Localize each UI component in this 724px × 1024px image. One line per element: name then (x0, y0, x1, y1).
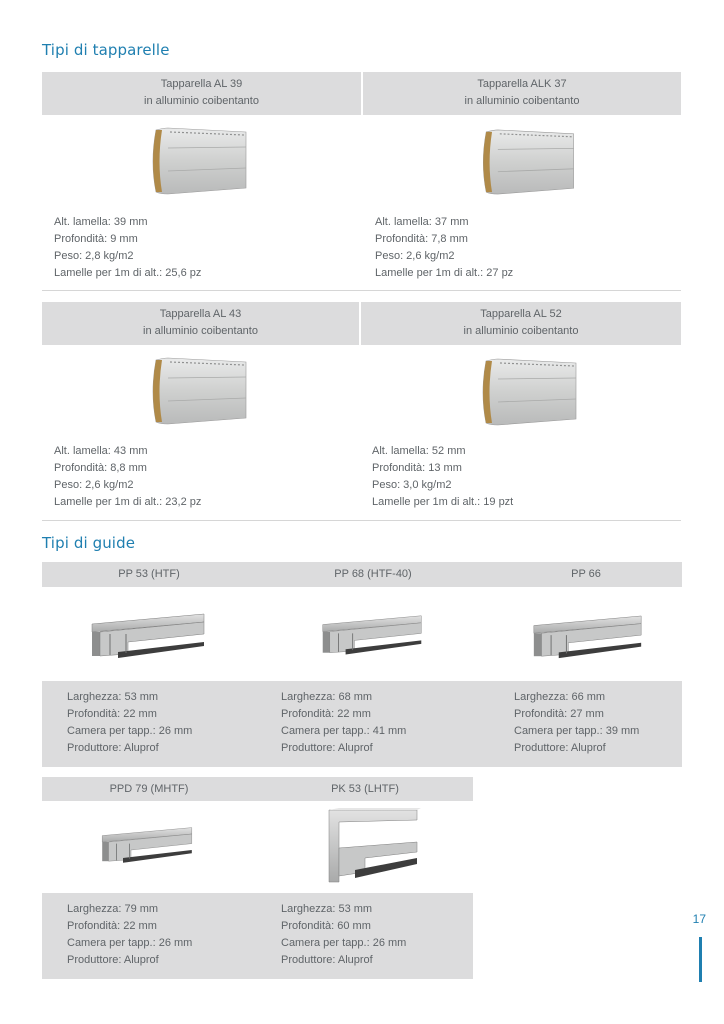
shutters-section-title: Tipi di tapparelle (42, 41, 170, 59)
shutter-name: Tapparella AL 43 (159, 308, 242, 320)
shutter-specs-al52 (372, 443, 513, 511)
spec-line: Profondità: 22 mm (281, 708, 371, 720)
spec-line: Profondità: 7,8 mm (375, 233, 468, 245)
spec-line: Peso: 2,6 kg/m2 (54, 479, 134, 491)
spec-line: Larghezza: 66 mm (514, 691, 606, 703)
spec-line: Produttore: Aluprof (67, 742, 159, 754)
shutter-subtitle: in alluminio coibentanto (464, 95, 580, 107)
spec-line: Profondità: 8,8 mm (54, 462, 147, 474)
shutter-header-al39 (42, 72, 361, 115)
spec-line: Profondità: 27 mm (514, 708, 604, 720)
guide-specs-pk53 (281, 901, 406, 969)
guides-section-title: Tipi di guide (42, 534, 136, 552)
shutter-subtitle: in alluminio coibentanto (143, 325, 258, 337)
spec-line: Profondità: 22 mm (67, 920, 157, 932)
spec-line: Profondità: 60 mm (281, 920, 371, 932)
guide-name: PPD 79 (MHTF) (109, 783, 189, 795)
spec-line: Peso: 3,0 kg/m2 (372, 479, 452, 491)
guide-rail-icon (312, 614, 432, 658)
shutter-header-al43 (42, 302, 359, 345)
shutter-header-al52 (361, 302, 681, 345)
shutter-name: Tapparella ALK 37 (477, 78, 567, 90)
spec-line: Camera per tapp.: 39 mm (514, 725, 640, 737)
spec-line: Camera per tapp.: 26 mm (67, 725, 193, 737)
shutter-specs-al43 (54, 443, 201, 511)
spec-line: Larghezza: 68 mm (281, 691, 373, 703)
page-number: 17 (692, 912, 706, 926)
shutter-subtitle: in alluminio coibentanto (463, 325, 579, 337)
spec-line: Produttore: Aluprof (281, 954, 373, 966)
spec-line: Alt. lamella: 37 mm (375, 216, 469, 228)
page-number-bar (699, 937, 702, 982)
spec-line: Camera per tapp.: 26 mm (67, 937, 193, 949)
spec-line: Lamelle per 1m di alt.: 23,2 pz (54, 496, 202, 508)
spec-line: Lamelle per 1m di alt.: 25,6 pz (54, 267, 202, 279)
guide-name: PP 53 (HTF) (118, 568, 180, 580)
guide-rail-icon (325, 808, 423, 884)
guide-specs-pp53 (67, 689, 192, 757)
divider (42, 290, 681, 291)
spec-line: Peso: 2,6 kg/m2 (375, 250, 455, 262)
spec-line: Larghezza: 53 mm (67, 691, 159, 703)
guide-rail-icon (88, 612, 208, 662)
spec-line: Produttore: Aluprof (281, 742, 373, 754)
guide-name: PP 68 (HTF-40) (334, 568, 412, 580)
shutter-slat-icon (478, 356, 578, 428)
guide-specs-pp66 (514, 689, 639, 757)
guide-name: PP 66 (571, 568, 601, 580)
shutter-name: Tapparella AL 52 (480, 308, 562, 320)
shutter-slat-icon (148, 126, 248, 196)
spec-line: Profondità: 22 mm (67, 708, 157, 720)
spec-line: Alt. lamella: 43 mm (54, 445, 148, 457)
spec-line: Camera per tapp.: 41 mm (281, 725, 407, 737)
spec-line: Alt. lamella: 39 mm (54, 216, 148, 228)
guide-rail-icon (92, 826, 202, 866)
spec-line: Produttore: Aluprof (514, 742, 606, 754)
spec-line: Larghezza: 53 mm (281, 903, 373, 915)
shutter-name: Tapparella AL 39 (160, 78, 243, 90)
spec-line: Lamelle per 1m di alt.: 27 pz (375, 267, 514, 279)
guide-specs-pp68 (281, 689, 406, 757)
guide-name: PK 53 (LHTF) (331, 783, 399, 795)
spec-line: Larghezza: 79 mm (67, 903, 159, 915)
spec-line: Peso: 2,8 kg/m2 (54, 250, 134, 262)
guide-rail-icon (530, 614, 645, 662)
shutter-slat-icon (478, 128, 576, 196)
shutter-header-alk37 (363, 72, 681, 115)
shutter-specs-al39 (54, 214, 201, 282)
shutter-slat-icon (148, 356, 248, 426)
spec-line: Alt. lamella: 52 mm (372, 445, 466, 457)
spec-line: Camera per tapp.: 26 mm (281, 937, 407, 949)
spec-line: Lamelle per 1m di alt.: 19 pzt (372, 496, 514, 508)
shutter-subtitle: in alluminio coibentanto (144, 95, 259, 107)
divider (42, 520, 681, 521)
shutter-specs-alk37 (375, 214, 513, 282)
spec-line: Profondità: 9 mm (54, 233, 138, 245)
spec-line: Produttore: Aluprof (67, 954, 159, 966)
spec-line: Profondità: 13 mm (372, 462, 462, 474)
guide-specs-ppd79 (67, 901, 192, 969)
